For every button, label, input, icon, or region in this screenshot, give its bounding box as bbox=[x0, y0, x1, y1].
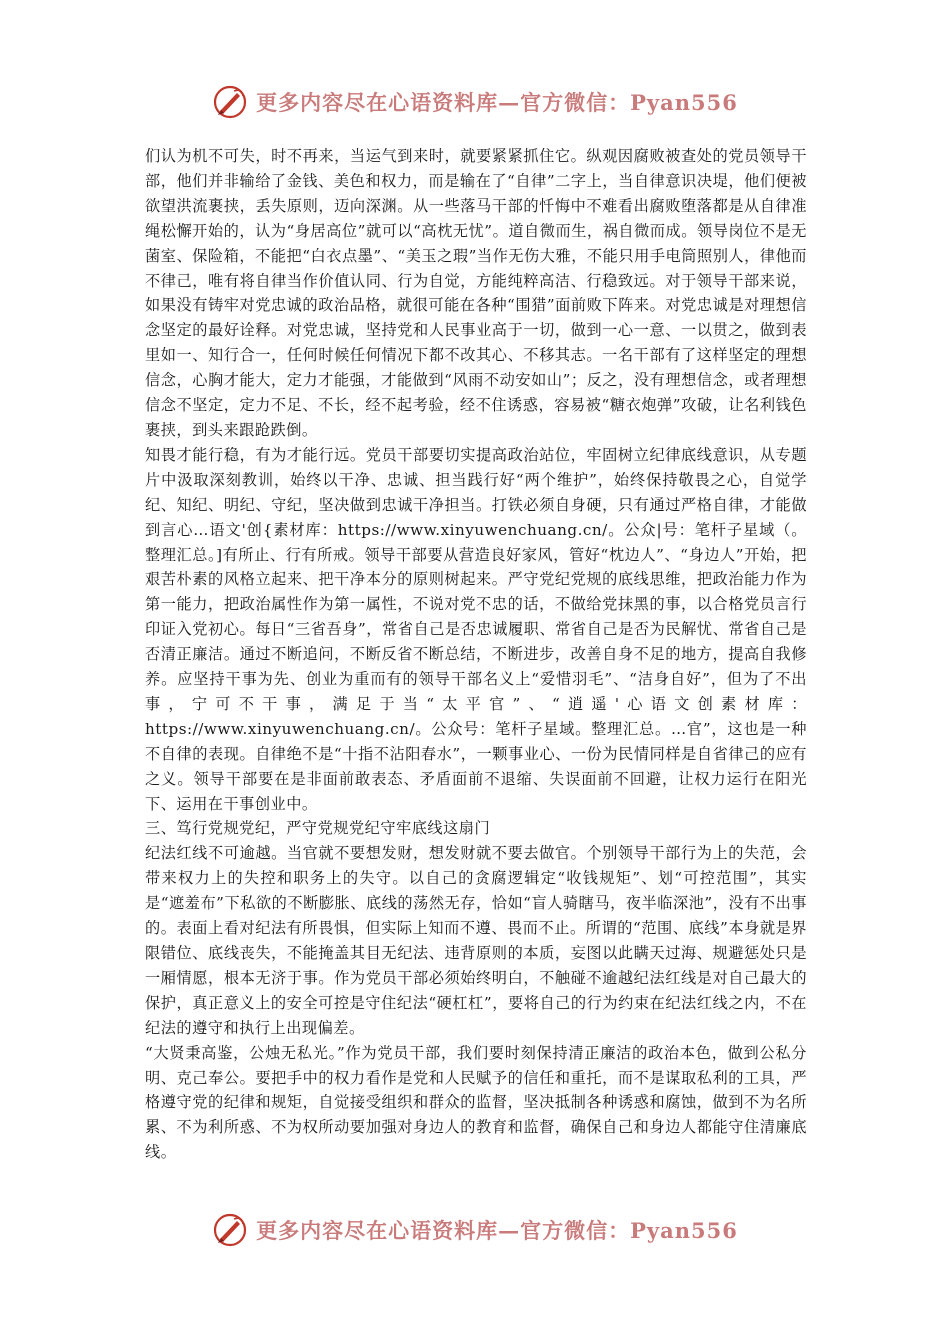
pen-logo-icon bbox=[212, 1212, 248, 1248]
paragraph: “大贤秉高鉴，公烛无私光。”作为党员干部，我们要时刻保持清正廉洁的政治本色，做到公私分明、克己奉公。要把手中的权力看作是党和人民赋予的信任和重托，而不是谋取私利的工具，严格遵守党的纪律和规矩，自觉接受组织和群众的监督，坚决抵制各种诱惑和腐蚀，做到不为名所累、不为利所惑、不为权所动要加强对身边人的教育和监督，确保自己和身边人都能守住清廉底线。 bbox=[145, 1043, 807, 1162]
banner-text: 更多内容尽在心语资料库—官方微信：Pyan556 bbox=[256, 1218, 738, 1243]
document-body bbox=[145, 144, 807, 1165]
paragraph: 知畏才能行稳，有为才能行远。党员干部要切实提高政治站位，牢固树立纪律底线意识，从专题片中汲取深刻教训，始终以干净、忠诚、担当践行好“两个维护”，始终保持敬畏之心，自觉学纪、知纪、明纪、守纪，坚决做到忠诚干净担当。打铁必须自身硬，只有通过严格自律，才能做到言心…语文'创{素材库：https://www.xinyuwenchuang.cn/。公众|号：笔杆子星域（。整理汇总。]有所止、行有所戒。领导干部要从营造良好家风，管好“枕边人”、“身边人”开始，把艰苦朴素的风格立起来、把干净本分的原则树起来。严守党纪党规的底线思维，把政治能力作为第一能力，把政治属性作为第一属性，不说对党不忠的话，不做给党抹黑的事，以合格党员言行印证入党初心。每日“三省吾身”，常省自己是否忠诚履职、常省自己是否为民解忧、常省自己是否清正廉洁。通过不断追问，不断反省不断总结，不断进步，改善自身不足的地方，提高自我修养。应坚持干事为先、创业为重而有的领导干部名义上“爱惜羽毛”、“洁身自好”，但为了不出事，宁可不干事，满足于当“太平官”、“逍遥'心语文创素材库：https://www.xinyuwenchuang.cn/。公众号：笔杆子星域。整理汇总。…官”，这也是一种不自律的表现。自律绝不是“十指不沾阳春水”，一颗事业心、一份为民情同样是自省律己的应有之义。领导干部要在是非面前敢表态、矛盾面前不退缩、失误面前不回避，让权力运行在阳光下、运用在干事创业中。 bbox=[145, 445, 807, 813]
footer-banner bbox=[0, 1208, 950, 1252]
paragraph: 们认为机不可失，时不再来，当运气到来时，就要紧紧抓住它。纵观因腐败被查处的党员领导干部，他们并非输给了金钱、美色和权力，而是输在了“自律”二字上，当自律意识决堤，他们便被欲望洪流裹挟，丢失原则，迈向深渊。从一些落马干部的忏悔中不难看出腐败堕落都是从自律准绳松懈开始的，认为“身居高位”就可以“高枕无忧”。道自微而生，祸自微而成。领导岗位不是无菌室、保险箱，不能把“白衣点墨”、“美玉之瑕”当作无伤大雅，不能只用手电筒照别人，律他而不律己，唯有将自律当作价值认同、行为自觉，方能纯粹高洁、行稳致远。对于领导干部来说，如果没有铸牢对党忠诚的政治品格，就很可能在各种“围猎”面前败下阵来。对党忠诚是对理想信念坚定的最好诠释。对党忠诚，坚持党和人民事业高于一切，做到一心一意、一以贯之，做到表里如一、知行合一，任何时候任何情况下都不改其心、不移其志。一名干部有了这样坚定的理想信念，心胸才能大，定力才能强，才能做到“风雨不动安如山”；反之，没有理想信念，或者理想信念不坚定，定力不足、不长，经不起考验，经不住诱惑，容易被“糖衣炮弹”攻破，让名利钱色裹挟，到头来跟跄跌倒。 bbox=[145, 147, 807, 439]
header-banner bbox=[0, 80, 950, 124]
banner-text: 更多内容尽在心语资料库—官方微信：Pyan556 bbox=[256, 90, 738, 115]
paragraph: 纪法红线不可逾越。当官就不要想发财，想发财就不要去做官。个别领导干部行为上的失范，会带来权力上的失控和职务上的失守。以自己的贪腐逻辑定“收钱规矩”、划“可控范围”，其实是“遮羞布”下私欲的不断膨胀、底线的荡然无存，恰如“盲人骑瞎马，夜半临深池”，没有不出事的。表面上看对纪法有所畏惧，但实际上知而不遵、畏而不止。所谓的“范围、底线”本身就是界限错位、底线丧失，不能掩盖其目无纪法、违背原则的本质，妄图以此瞒天过海、规避惩处只是一厢情愿，根本无济于事。作为党员干部必须始终明白，不触碰不逾越纪法红线是对自己最大的保护，真正意义上的安全可控是守住纪法“硬杠杠”，要将自己的行为约束在纪法红线之内，不在纪法的遵守和执行上出现偏差。 bbox=[145, 844, 807, 1037]
section-heading: 三、笃行党规党纪，严守党规党纪守牢底线这扇门 bbox=[145, 819, 491, 838]
pen-logo-icon bbox=[212, 84, 248, 120]
